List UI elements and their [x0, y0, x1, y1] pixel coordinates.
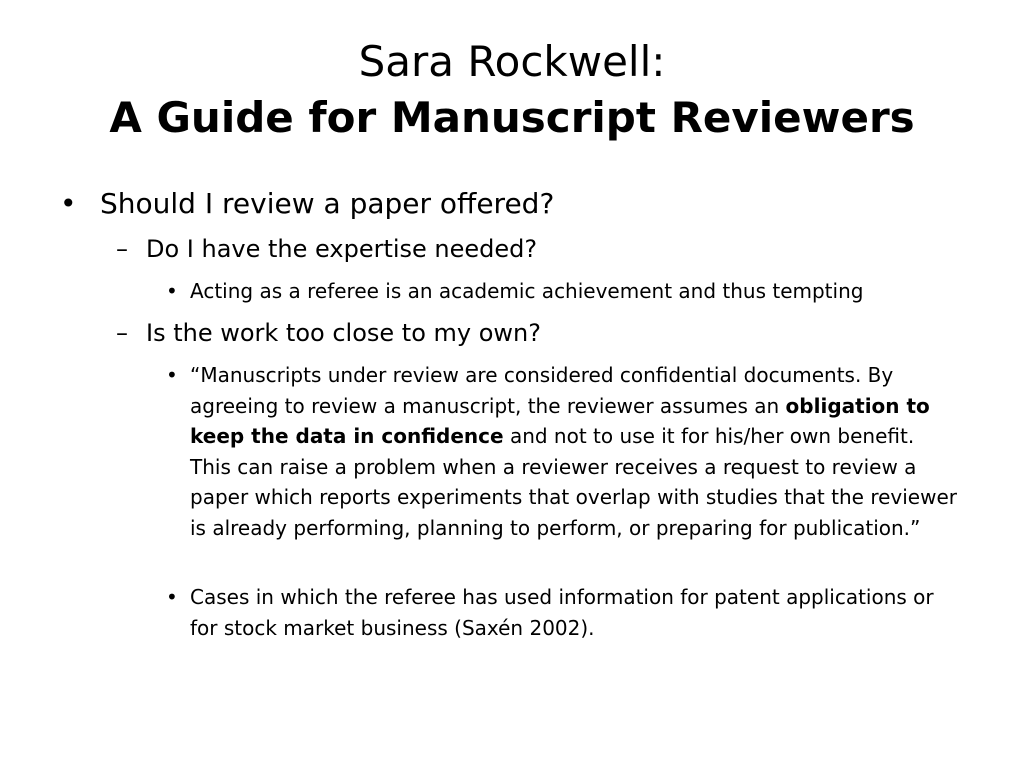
subbullet-work-too-close [116, 316, 541, 350]
dash-marker: – [116, 235, 128, 263]
point-patent-cases [166, 582, 966, 643]
title-author: Sara Rockwell: [358, 37, 666, 86]
quote-text-end: and not to use it for his/her own benefit. This can raise a problem when a reviewer receives a request to review a paper which reports experiments that overlap with studies that the reviewer is already performing, planning to perform, or preparing for publication.” [190, 424, 957, 540]
point-text: Acting as a referee is an academic achievement and thus tempting [190, 279, 864, 303]
title-heading: A Guide for Manuscript Reviewers [109, 93, 915, 142]
point-referee-achievement [166, 276, 966, 307]
slide-title [40, 34, 984, 146]
bullet-review-question [60, 184, 554, 224]
subbullet-expertise [116, 232, 537, 266]
quote-text-start: “Manuscripts under review are considered confidential documents. By agreeing to review a manuscript, the reviewer assumes an [190, 363, 894, 418]
bullet-marker: • [60, 187, 77, 220]
subbullet-text: Is the work too close to my own? [146, 319, 541, 347]
bullet-marker: • [166, 585, 178, 609]
dash-marker: – [116, 319, 128, 347]
bullet-marker: • [166, 279, 178, 303]
bullet-text: Should I review a paper offered? [100, 187, 555, 220]
quote-text [190, 360, 960, 543]
quote-emphasis: obligation to keep the data in confidence [190, 393, 930, 448]
subbullet-text: Do I have the expertise needed? [146, 235, 538, 263]
point-text: Cases in which the referee has used information for patent applications or for stock market business (Saxén 2002). [190, 585, 934, 640]
bullet-marker: • [166, 363, 178, 387]
point-confidentiality-quote [166, 360, 966, 543]
